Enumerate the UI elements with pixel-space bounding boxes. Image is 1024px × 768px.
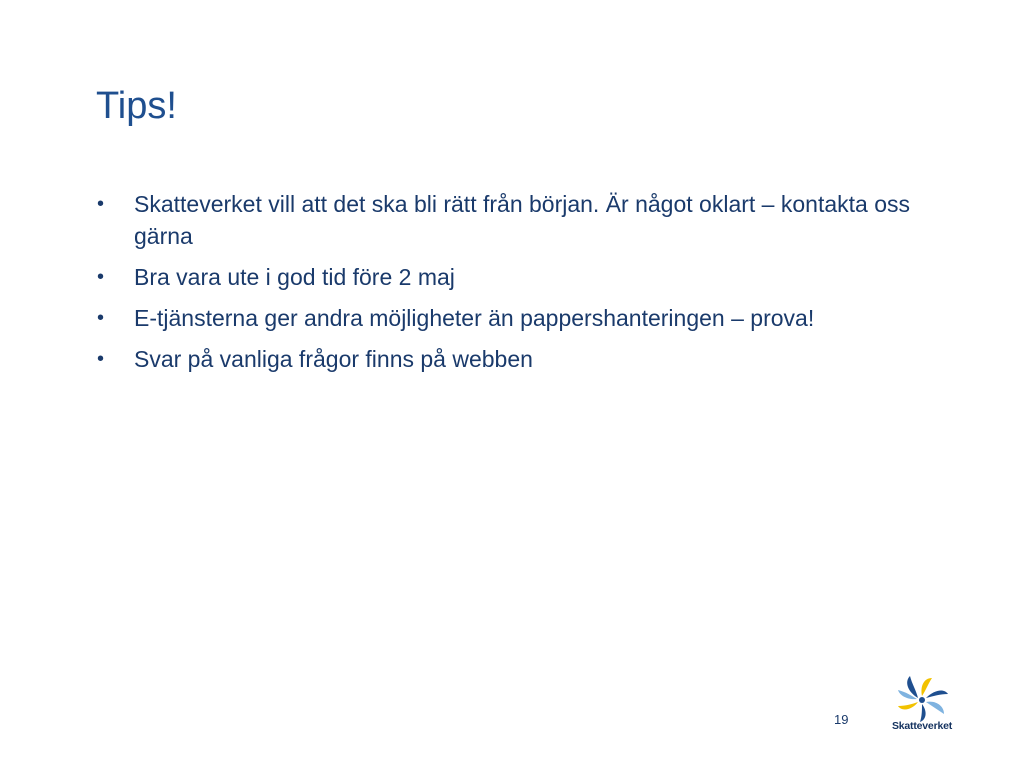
slide-title: Tips! [96,85,177,127]
bullet-marker: • [97,266,105,288]
bullet-text: Svar på vanliga frågor finns på webben [134,346,533,372]
logo-text: Skatteverket [891,720,953,732]
bullet-marker: • [97,307,105,329]
skatteverket-logo [884,676,960,736]
bullet-item [97,188,947,252]
bullet-list [97,188,947,384]
bullet-marker: • [97,348,105,370]
page-number: 19 [834,712,849,727]
bullet-item [97,261,947,293]
bullet-text: Bra vara ute i god tid före 2 maj [134,264,455,290]
bullet-text: E-tjänsterna ger andra möjligheter än pappershanteringen – prova! [134,305,815,331]
bullet-item [97,343,947,375]
skatteverket-sun-logo-icon [884,676,960,722]
bullet-item [97,302,947,334]
bullet-marker: • [97,193,105,215]
bullet-text: Skatteverket vill att det ska bli rätt från början. Är något oklart – kontakta oss gärna [134,191,910,249]
